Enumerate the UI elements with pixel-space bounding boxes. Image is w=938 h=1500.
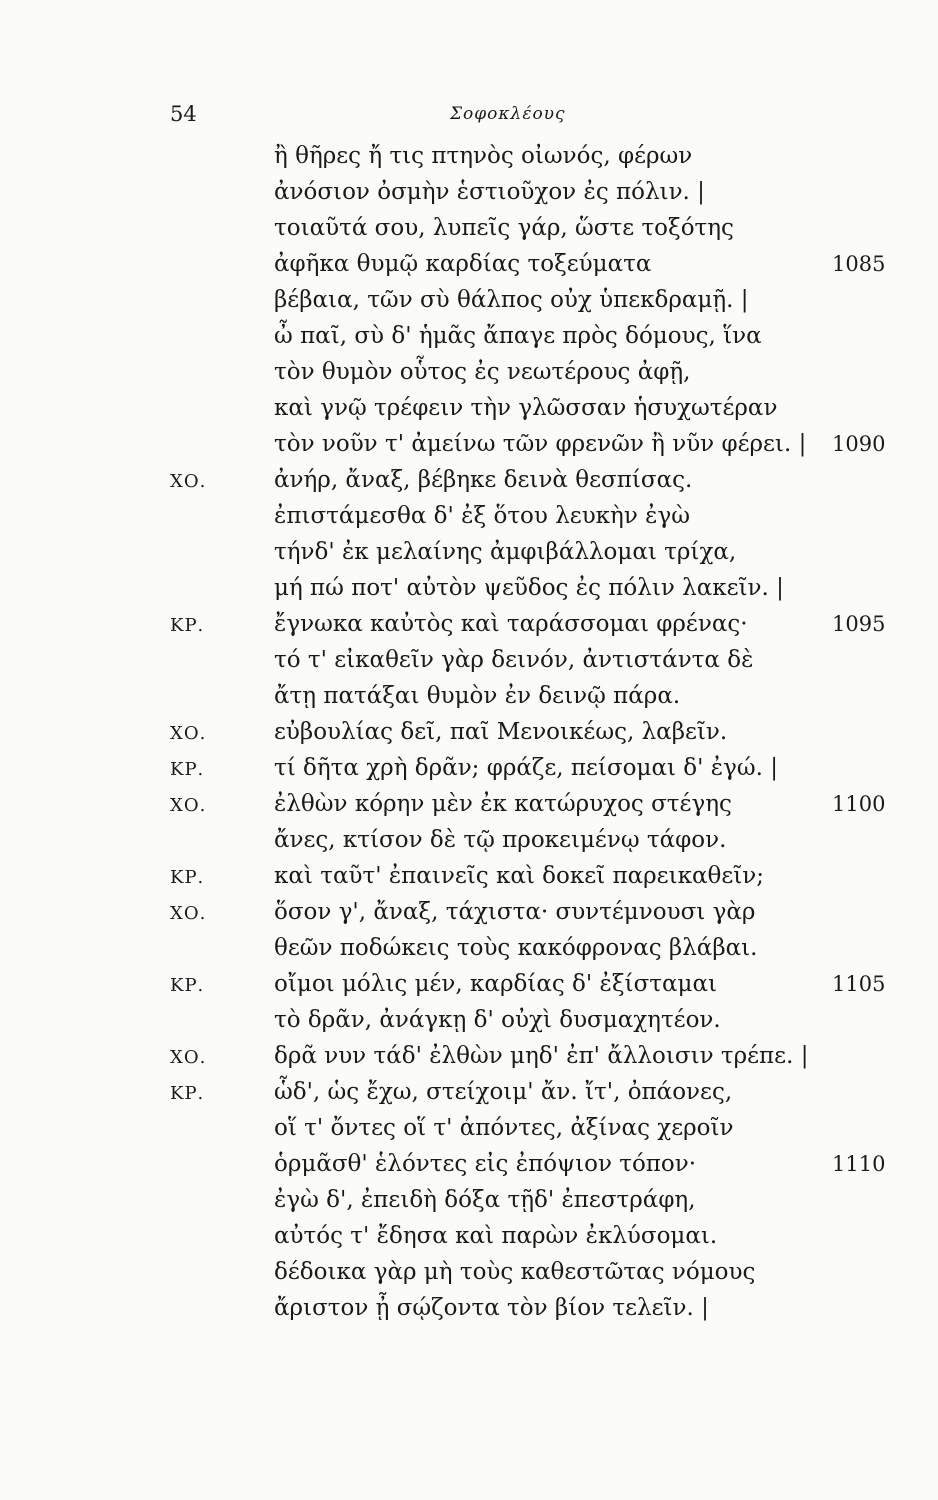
verse-line xyxy=(0,1292,938,1328)
verse-line xyxy=(0,1004,938,1040)
verse-line xyxy=(0,1148,938,1184)
verse-text: καὶ ταῦτ' ἐπαινεῖς καὶ δοκεῖ παρεικαθεῖν; xyxy=(274,863,765,889)
verse-text: τὸ δρᾶν, ἀνάγκῃ δ' οὐχὶ δυσμαχητέον. xyxy=(274,1007,721,1033)
speaker-label: ΚΡ. xyxy=(170,615,205,636)
verse-line xyxy=(0,140,938,176)
line-number: 1105 xyxy=(832,972,886,996)
verse-line xyxy=(0,644,938,680)
speaker-label: ΧΟ. xyxy=(170,471,207,492)
verse-text: ἐλθὼν κόρην μὲν ἐκ κατώρυχος στέγης xyxy=(274,791,732,817)
verse-text: ὅσον γ', ἄναξ, τάχιστα· συντέμνουσι γὰρ xyxy=(274,899,756,925)
line-number: 1100 xyxy=(832,792,886,816)
speaker-label: ΚΡ. xyxy=(170,759,205,780)
speaker-label: ΧΟ. xyxy=(170,1047,207,1068)
verse-line xyxy=(0,968,938,1004)
speaker-label: ΚΡ. xyxy=(170,975,205,996)
verse-line xyxy=(0,212,938,248)
line-number: 1095 xyxy=(832,612,886,636)
verse-text: ἀνήρ, ἄναξ, βέβηκε δεινὰ θεσπίσας. xyxy=(274,467,693,493)
verse-line xyxy=(0,572,938,608)
verse-line xyxy=(0,500,938,536)
verse-text: ἀφῆκα θυμῷ καρδίας τοξεύματα xyxy=(274,251,652,277)
verse-line xyxy=(0,320,938,356)
verse-line xyxy=(0,284,938,320)
verse-line xyxy=(0,1040,938,1076)
verse-text: καὶ γνῷ τρέφειν τὴν γλῶσσαν ἡσυχωτέραν xyxy=(274,395,778,421)
verse-text: τήνδ' ἐκ μελαίνης ἀμφιβάλλομαι τρίχα, xyxy=(274,539,737,565)
verse-text: δέδοικα γὰρ μὴ τοὺς καθεστῶτας νόμους xyxy=(274,1259,756,1285)
verse-line xyxy=(0,392,938,428)
verse-line xyxy=(0,860,938,896)
verse-line xyxy=(0,176,938,212)
verse-text: τί δῆτα χρὴ δρᾶν; φράζε, πείσομαι δ' ἐγώ. | xyxy=(274,755,779,781)
verse-line xyxy=(0,1256,938,1292)
verse-line xyxy=(0,752,938,788)
verse-text: βέβαια, τῶν σὺ θάλπος οὐχ ὑπεκδραμῇ. | xyxy=(274,287,749,313)
verse-text: τὸν θυμὸν οὗτος ἐς νεωτέρους ἀφῇ, xyxy=(274,359,691,385)
verse-line xyxy=(0,428,938,464)
verse-lines xyxy=(0,140,938,1328)
verse-line xyxy=(0,1184,938,1220)
verse-line xyxy=(0,716,938,752)
verse-text: εὐβουλίας δεῖ, παῖ Μενοικέως, λαβεῖν. xyxy=(274,719,728,745)
verse-line xyxy=(0,824,938,860)
line-number: 1110 xyxy=(832,1152,886,1176)
verse-line xyxy=(0,464,938,500)
speaker-label: ΚΡ. xyxy=(170,867,205,888)
verse-text: ἢ θῆρες ἤ τις πτηνὸς οἰωνός, φέρων xyxy=(274,143,693,169)
verse-text: ἐπιστάμεσθα δ' ἐξ ὅτου λευκὴν ἐγὼ xyxy=(274,503,690,529)
speaker-label: ΧΟ. xyxy=(170,795,207,816)
verse-text: ἄριστον ᾖ σῴζοντα τὸν βίον τελεῖν. | xyxy=(274,1295,709,1321)
verse-line xyxy=(0,1076,938,1112)
verse-text: ἄτῃ πατάξαι θυμὸν ἐν δεινῷ πάρα. xyxy=(274,683,681,709)
verse-text: τό τ' εἰκαθεῖν γὰρ δεινόν, ἀντιστάντα δὲ xyxy=(274,647,754,673)
verse-text: οἴμοι μόλις μέν, καρδίας δ' ἐξίσταμαι xyxy=(274,971,718,997)
page-number: 54 xyxy=(170,102,197,126)
verse-text: ἐγὼ δ', ἐπειδὴ δόξα τῇδ' ἐπεστράφη, xyxy=(274,1187,696,1213)
verse-text: αὐτός τ' ἔδησα καὶ παρὼν ἐκλύσομαι. xyxy=(274,1223,718,1249)
verse-text: ὁρμᾶσθ' ἑλόντες εἰς ἐπόψιον τόπον· xyxy=(274,1151,697,1177)
verse-line xyxy=(0,608,938,644)
verse-text: τοιαῦτά σου, λυπεῖς γάρ, ὥστε τοξότης xyxy=(274,215,734,241)
verse-text: οἵ τ' ὄντες οἵ τ' ἀπόντες, ἀξίνας χεροῖν xyxy=(274,1115,734,1141)
verse-text: θεῶν ποδώκεις τοὺς κακόφρονας βλάβαι. xyxy=(274,935,758,961)
verse-text: τὸν νοῦν τ' ἀμείνω τῶν φρενῶν ἢ νῦν φέρει. | xyxy=(274,431,807,457)
verse-line xyxy=(0,248,938,284)
verse-text: ἄνες, κτίσον δὲ τῷ προκειμένῳ τάφον. xyxy=(274,827,727,853)
line-number: 1090 xyxy=(832,432,886,456)
verse-line xyxy=(0,536,938,572)
verse-line xyxy=(0,356,938,392)
running-head: Σοφοκλέους xyxy=(450,104,566,124)
speaker-label: ΧΟ. xyxy=(170,723,207,744)
speaker-label: ΧΟ. xyxy=(170,903,207,924)
verse-line xyxy=(0,1220,938,1256)
verse-line xyxy=(0,1112,938,1148)
verse-line xyxy=(0,788,938,824)
verse-text: ὧδ', ὡς ἔχω, στείχοιμ' ἄν. ἴτ', ὀπάονες, xyxy=(274,1079,733,1105)
verse-text: ἔγνωκα καὐτὸς καὶ ταράσσομαι φρένας· xyxy=(274,611,748,637)
verse-line xyxy=(0,932,938,968)
verse-text: ὦ παῖ, σὺ δ' ἡμᾶς ἄπαγε πρὸς δόμους, ἵνα xyxy=(274,323,762,349)
verse-text: δρᾶ νυν τάδ' ἐλθὼν μηδ' ἐπ' ἄλλοισιν τρέπε. | xyxy=(274,1043,809,1069)
page-header xyxy=(0,96,938,136)
verse-line xyxy=(0,896,938,932)
verse-text: ἀνόσιον ὀσμὴν ἑστιοῦχον ἐς πόλιν. | xyxy=(274,179,705,205)
speaker-label: ΚΡ. xyxy=(170,1083,205,1104)
verse-line xyxy=(0,680,938,716)
verse-text: μή πώ ποτ' αὐτὸν ψεῦδος ἐς πόλιν λακεῖν. | xyxy=(274,575,784,601)
line-number: 1085 xyxy=(832,252,886,276)
